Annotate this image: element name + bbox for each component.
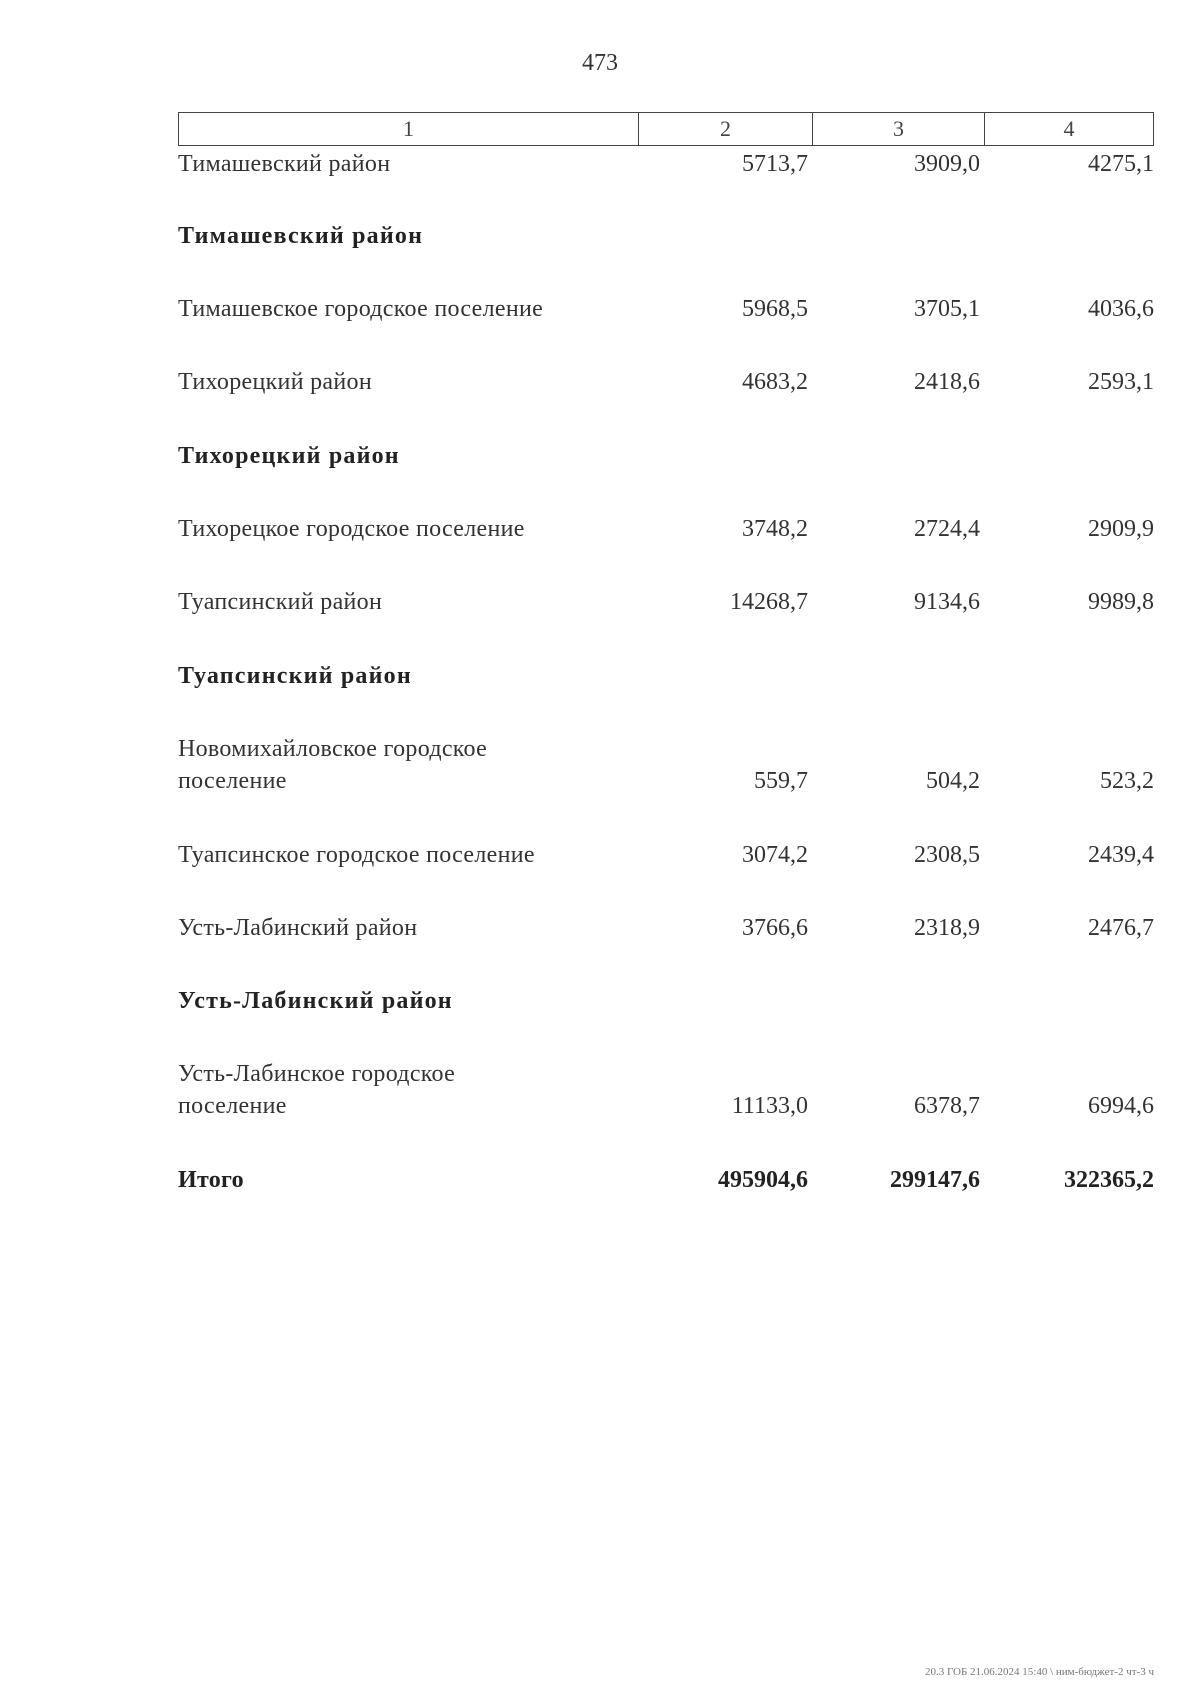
row-value-col4: 6994,6	[1088, 1093, 1154, 1119]
row-value-col3: 504,2	[926, 768, 980, 794]
row-name: Усть-Лабинское городское	[178, 1061, 456, 1087]
row-value-col2: 5968,5	[742, 296, 808, 322]
group-name: Тихорецкий район	[178, 443, 400, 469]
row-value-col4: 9989,8	[1088, 589, 1154, 615]
header-col-4: 4	[1063, 116, 1075, 141]
row-name: Тихорецкий район	[178, 369, 372, 395]
row-value-col2: 14268,7	[730, 589, 808, 615]
row-value-col3: 3705,1	[914, 296, 980, 322]
row-value-col4: 4036,6	[1088, 296, 1154, 322]
total-value-col3: 299147,6	[890, 1167, 980, 1193]
header-col-3: 3	[813, 113, 985, 145]
row-value-col2: 5713,7	[742, 151, 808, 177]
row-value-col4: 2593,1	[1088, 369, 1154, 395]
row-name: Туапсинское городское поселение	[178, 842, 535, 868]
row-name: Тимашевский район	[178, 151, 391, 177]
row-value-col4: 523,2	[1100, 768, 1154, 794]
row-name-cont: поселение	[178, 1093, 287, 1119]
row-name: Новомихайловское городское	[178, 736, 488, 762]
row-name: Тимашевское городское поселение	[178, 296, 544, 322]
total-value-col2: 495904,6	[718, 1167, 808, 1193]
row-value-col4: 4275,1	[1088, 151, 1154, 177]
row-value-col3: 2308,5	[914, 842, 980, 868]
header-col-2: 2	[639, 113, 813, 145]
row-name: Туапсинский район	[178, 589, 383, 615]
row-value-col4: 2439,4	[1088, 842, 1154, 868]
row-value-col2: 559,7	[754, 768, 808, 794]
row-value-col2: 11133,0	[731, 1093, 808, 1119]
row-value-col2: 4683,2	[742, 369, 808, 395]
total-label: Итого	[178, 1167, 244, 1193]
row-value-col4: 2476,7	[1088, 915, 1154, 941]
row-value-col2: 3748,2	[742, 516, 808, 542]
row-name: Усть-Лабинский район	[178, 915, 418, 941]
row-value-col3: 2724,4	[914, 516, 980, 542]
footer-stamp: 20.3 ГОБ 21.06.2024 15:40 \ ним-бюджет-2 чт-3 ч	[924, 1666, 1154, 1678]
row-value-col4: 2909,9	[1088, 516, 1154, 542]
row-value-col3: 2418,6	[914, 369, 980, 395]
row-value-col3: 2318,9	[914, 915, 980, 941]
row-value-col3: 6378,7	[914, 1093, 980, 1119]
group-name: Усть-Лабинский район	[178, 988, 453, 1014]
row-value-col3: 3909,0	[914, 151, 980, 177]
group-name: Туапсинский район	[178, 663, 412, 689]
row-name: Тихорецкое городское поселение	[178, 516, 525, 542]
table-header	[178, 112, 1154, 146]
row-name-cont: поселение	[178, 768, 287, 794]
row-value-col2: 3766,6	[742, 915, 808, 941]
total-value-col4: 322365,2	[1064, 1167, 1154, 1193]
row-value-col2: 3074,2	[742, 842, 808, 868]
group-name: Тимашевский район	[178, 223, 424, 249]
row-value-col3: 9134,6	[914, 589, 980, 615]
page-number: 473	[582, 50, 618, 76]
header-col-1: 1	[179, 113, 639, 145]
